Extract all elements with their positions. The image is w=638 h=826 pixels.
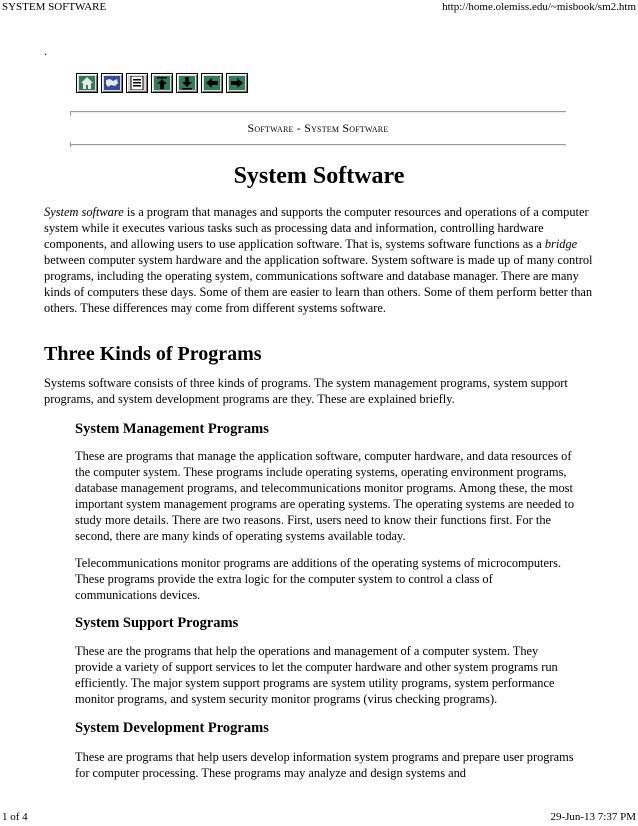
top-divider-tick bbox=[70, 111, 71, 116]
intro-text-2: between computer system hardware and the application software. System software is made up of many control programs, including the operating system, communications software and database manager. There are many kinds of computers these days. Some of them are easier to learn than others. Some of them perform better than others. These differences may come from different systems software. bbox=[44, 253, 593, 315]
intro-paragraph bbox=[44, 204, 600, 316]
contents-button[interactable] bbox=[126, 73, 148, 93]
print-header-url: http://home.olemiss.edu/~misbook/sm2.htm bbox=[442, 1, 636, 13]
down-arrow-icon bbox=[179, 76, 195, 90]
site-map-button[interactable] bbox=[101, 73, 123, 93]
map-icon bbox=[104, 76, 120, 90]
previous-button[interactable] bbox=[201, 73, 223, 93]
top-button[interactable] bbox=[151, 73, 173, 93]
next-button[interactable] bbox=[226, 73, 248, 93]
bottom-button[interactable] bbox=[176, 73, 198, 93]
home-icon bbox=[79, 76, 95, 90]
intro-term: System software bbox=[44, 205, 124, 219]
home-button[interactable] bbox=[76, 73, 98, 93]
bottom-divider-tick bbox=[70, 142, 71, 147]
development-heading: System Development Programs bbox=[75, 720, 269, 736]
top-divider bbox=[70, 111, 566, 113]
bottom-divider bbox=[70, 144, 566, 146]
management-paragraph-1: These are programs that manage the application software, computer hardware, and data resources of the computer system. These programs include operating systems, operating environment programs, database management programs, and telecommunications monitor programs. Among these, the most important system management programs are operating systems. The operating systems are needed to study more details. There are two reasons. First, users need to know their functions first. For the second, there are many kinds of operating systems available today. bbox=[75, 449, 575, 543]
stray-mark: . bbox=[44, 44, 47, 58]
page-title: System Software bbox=[233, 163, 405, 189]
development-paragraph: These are programs that help users develop information system programs and prepare user programs for computer processing. These programs may analyze and design systems and bbox=[75, 750, 574, 780]
breadcrumb: Software - System Software bbox=[247, 121, 389, 135]
contents-icon bbox=[129, 76, 145, 90]
management-paragraph-2: Telecommunications monitor programs are additions of the operating systems of microcomputers. These programs provide the extra logic for the computer system to control a class of communications devices. bbox=[75, 556, 562, 602]
intro-bridge-term: bridge bbox=[544, 237, 578, 251]
support-paragraph: These are the programs that help the operations and management of a computer system. They provide a variety of support services to let the computer hardware and other system programs run efficiently. The major system support programs are system utility programs, system performance monitor programs, and system security monitor programs (virus checking programs). bbox=[75, 644, 558, 706]
navigation-toolbar bbox=[76, 73, 248, 93]
page-count: 1 of 4 bbox=[2, 811, 28, 823]
up-arrow-icon bbox=[154, 76, 170, 90]
section-heading: Three Kinds of Programs bbox=[44, 343, 262, 365]
section-paragraph: Systems software consists of three kinds of programs. The system management programs, system support programs, and system development programs are they. These are explained briefly. bbox=[44, 376, 568, 406]
intro-text-1: is a program that manages and supports the computer resources and operations of a computer system while it executes various tasks such as processing data and information, controlling hardware components, and allowing users to use application software. That is, systems software functions as a bbox=[44, 205, 589, 251]
left-arrow-icon bbox=[204, 76, 220, 90]
print-header-title: SYSTEM SOFTWARE bbox=[2, 1, 107, 13]
right-arrow-icon bbox=[229, 76, 245, 90]
support-heading: System Support Programs bbox=[75, 615, 239, 631]
management-heading: System Management Programs bbox=[75, 421, 269, 437]
print-timestamp: 29-Jun-13 7:37 PM bbox=[550, 811, 636, 823]
